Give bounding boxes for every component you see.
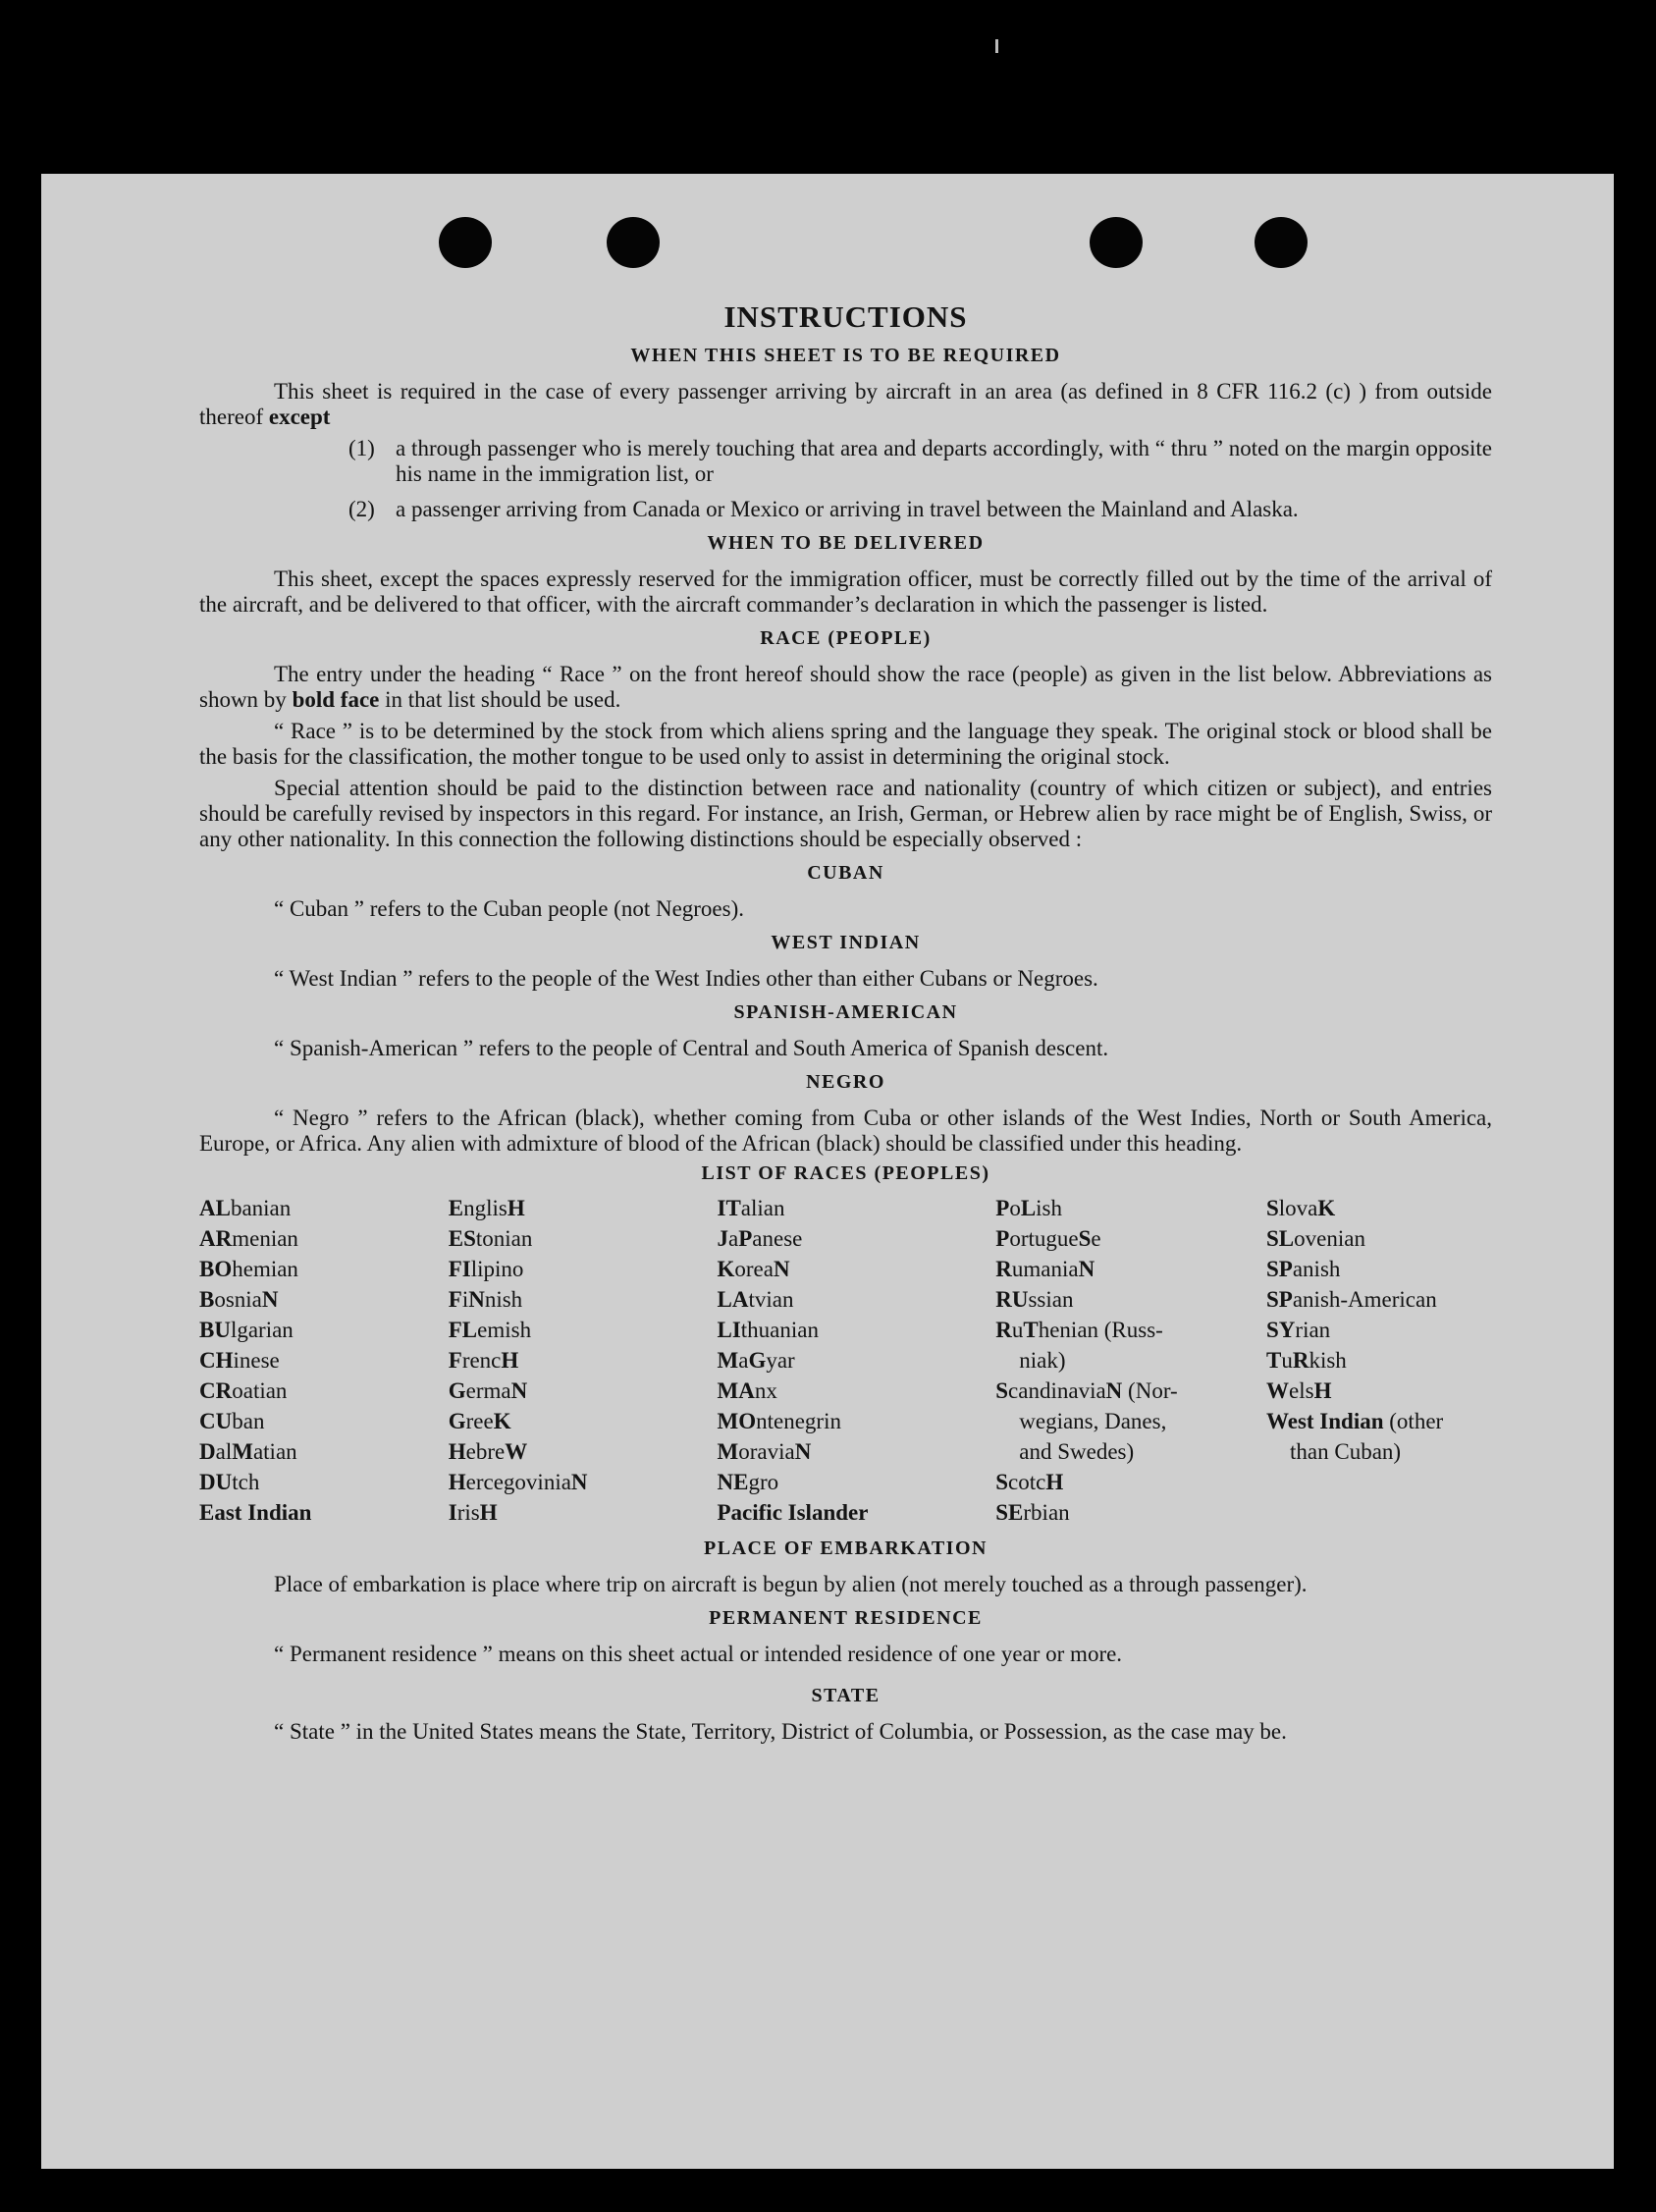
residence-text: “ Permanent residence ” means on this sheet actual or intended residence of one year or more. (274, 1642, 1123, 1666)
race-entry: EnglisH (448, 1196, 525, 1220)
race-paragraph-2: “ Race ” is to be determined by the stock from which aliens spring and the language they speak. The original stock or blood shall be the basis for the classification, the mother tongue to be used only to assist in determining the original stock. (199, 719, 1492, 769)
item-text: a passenger arriving from Canada or Mexico or arriving in travel between the Mainland and Alaska. (396, 497, 1299, 521)
race-entry: PortugueSe (995, 1226, 1101, 1251)
heading-required: WHEN THIS SHEET IS TO BE REQUIRED (630, 345, 1061, 366)
race-entry: LAtvian (717, 1287, 794, 1312)
heading-state: STATE (811, 1685, 881, 1706)
item-number: (2) (348, 497, 375, 521)
race-entry: FLemish (448, 1318, 532, 1342)
race-entry: MaGyar (717, 1348, 795, 1373)
required-item (199, 497, 1492, 522)
race-entry: ScandinaviaN (Nor- (995, 1378, 1178, 1403)
race-entry: SErbian (995, 1500, 1070, 1525)
race-entry: DalMatian (199, 1439, 297, 1464)
race-entry: IrisH (448, 1500, 498, 1525)
race-p1-text-end: in that list should be used. (385, 687, 621, 712)
race-entry: BosniaN (199, 1287, 279, 1312)
heading-cuban: CUBAN (807, 862, 884, 884)
heading-west-indian: WEST INDIAN (771, 932, 921, 953)
heading-residence: PERMANENT RESIDENCE (709, 1607, 983, 1629)
race-entry: DUtch (199, 1470, 260, 1494)
race-entry: PoLish (995, 1196, 1062, 1220)
punch-hole (1255, 217, 1308, 268)
heading-spanish-american: SPANISH-AMERICAN (733, 1001, 958, 1023)
delivered-text: This sheet, except the spaces expressly reserved for the immigration officer, must be correctly filled out by the time of the arrival of the aircraft, and be delivered to that officer, with the aircraft commander’s declaration in which the passenger is listed. (199, 566, 1492, 617)
punch-hole (607, 217, 660, 268)
race-entry: wegians, Danes, (1019, 1409, 1167, 1433)
races-column-1 (199, 1193, 435, 1528)
race-entry: SPanish (1266, 1257, 1341, 1281)
race-entry: East Indian (199, 1500, 312, 1525)
instructions-content (199, 294, 1492, 1751)
race-entry: RUssian (995, 1287, 1074, 1312)
race-entry: ARmenian (199, 1226, 298, 1251)
race-entry: FIlipino (448, 1257, 524, 1281)
race-entry: NEgro (717, 1470, 779, 1494)
race-entry: West Indian (other (1266, 1409, 1444, 1433)
cuban-text: “ Cuban ” refers to the Cuban people (not Negroes). (274, 896, 745, 921)
punch-hole (439, 217, 492, 268)
race-entry: SYrian (1266, 1318, 1331, 1342)
race-entry: CHinese (199, 1348, 280, 1373)
race-p1-bold: bold face (292, 687, 380, 712)
race-entry: EStonian (448, 1226, 533, 1251)
document-sheet (41, 174, 1614, 2169)
required-intro-bold: except (268, 405, 331, 429)
heading-delivered: WHEN TO BE DELIVERED (707, 532, 985, 554)
heading-race: RACE (PEOPLE) (760, 627, 932, 649)
race-paragraph-3: Special attention should be paid to the distinction between race and nationality (country of which citizen or subject), and entries should be carefully revised by inspectors in this regard. For instance, an Irish, German, or Hebrew alien by race might be of English, Swiss, or any other nationality. In this connection the following distinctions should be especially observed : (199, 776, 1492, 851)
race-entry: LIthuanian (717, 1318, 819, 1342)
item-number: (1) (348, 436, 375, 460)
race-entry: RumaniaN (995, 1257, 1095, 1281)
race-entry: FrencH (448, 1348, 519, 1373)
embarkation-text: Place of embarkation is place where trip on aircraft is begun by alien (not merely touched as a through passenger). (274, 1572, 1308, 1596)
film-mark (995, 39, 998, 53)
races-list (199, 1193, 1492, 1528)
required-intro (199, 379, 1492, 430)
heading-races-list: LIST OF RACES (PEOPLES) (701, 1162, 990, 1184)
race-entry: niak) (1019, 1348, 1066, 1373)
race-entry: BOhemian (199, 1257, 298, 1281)
race-entry: ITalian (717, 1196, 785, 1220)
race-entry: WelsH (1266, 1378, 1332, 1403)
heading-embarkation: PLACE OF EMBARKATION (704, 1538, 988, 1559)
races-column-2 (449, 1193, 704, 1528)
heading-negro: NEGRO (806, 1071, 885, 1093)
race-entry: HercegoviniaN (448, 1470, 588, 1494)
page-title: INSTRUCTIONS (723, 299, 968, 334)
race-entry: MAnx (717, 1378, 777, 1403)
punch-hole (1090, 217, 1143, 268)
race-entry: SPanish-American (1266, 1287, 1437, 1312)
state-text: “ State ” in the United States means the State, Territory, District of Columbia, or Possession, as the case may be. (274, 1719, 1287, 1744)
race-entry: and Swedes) (1019, 1439, 1135, 1464)
race-entry: KoreaN (717, 1257, 790, 1281)
race-entry: Pacific Islander (717, 1500, 869, 1525)
west-indian-text: “ West Indian ” refers to the people of the West Indies other than either Cubans or Negroes. (274, 966, 1098, 991)
races-column-3 (718, 1193, 983, 1528)
race-entry: GreeK (448, 1409, 511, 1433)
race-entry: TuRkish (1266, 1348, 1347, 1373)
race-entry: ScotcH (995, 1470, 1064, 1494)
race-entry: than Cuban) (1290, 1439, 1402, 1464)
required-intro-text: This sheet is required in the case of every passenger arriving by aircraft in an area (as defined in 8 CFR 116.2 (c) ) from outside thereof (199, 379, 1492, 429)
race-entry: HebreW (448, 1439, 528, 1464)
races-column-4 (995, 1193, 1253, 1528)
race-entry: SLovenian (1266, 1226, 1365, 1251)
spanish-american-text: “ Spanish-American ” refers to the people of Central and South America of Spanish descent. (274, 1036, 1109, 1060)
race-entry: MOntenegrin (717, 1409, 841, 1433)
race-entry: MoraviaN (717, 1439, 812, 1464)
race-entry: RuThenian (Russ- (995, 1318, 1163, 1342)
race-entry: BUlgarian (199, 1318, 294, 1342)
race-entry: GermaN (448, 1378, 528, 1403)
race-entry: ALbanian (199, 1196, 292, 1220)
race-paragraph-1 (199, 662, 1492, 713)
race-entry: CUban (199, 1409, 265, 1433)
race-entry: JaPanese (717, 1226, 803, 1251)
negro-text: “ Negro ” refers to the African (black), whether coming from Cuba or other islands of the West Indies, North or South America, Europe, or Africa. Any alien with admixture of blood of the African (black) should be classified under this heading. (199, 1106, 1492, 1156)
races-column-5 (1266, 1193, 1492, 1528)
race-entry: SlovaK (1266, 1196, 1336, 1220)
race-entry: FiNnish (448, 1287, 523, 1312)
required-item (199, 436, 1492, 487)
race-entry: CRoatian (199, 1378, 288, 1403)
item-text: a through passenger who is merely touching that area and departs accordingly, with “ thru ” noted on the margin opposite his name in the immigration list, or (396, 436, 1492, 486)
race-p1-text: The entry under the heading “ Race ” on the front hereof should show the race (people) as given in the list below. Abbreviations as shown by (199, 662, 1492, 712)
